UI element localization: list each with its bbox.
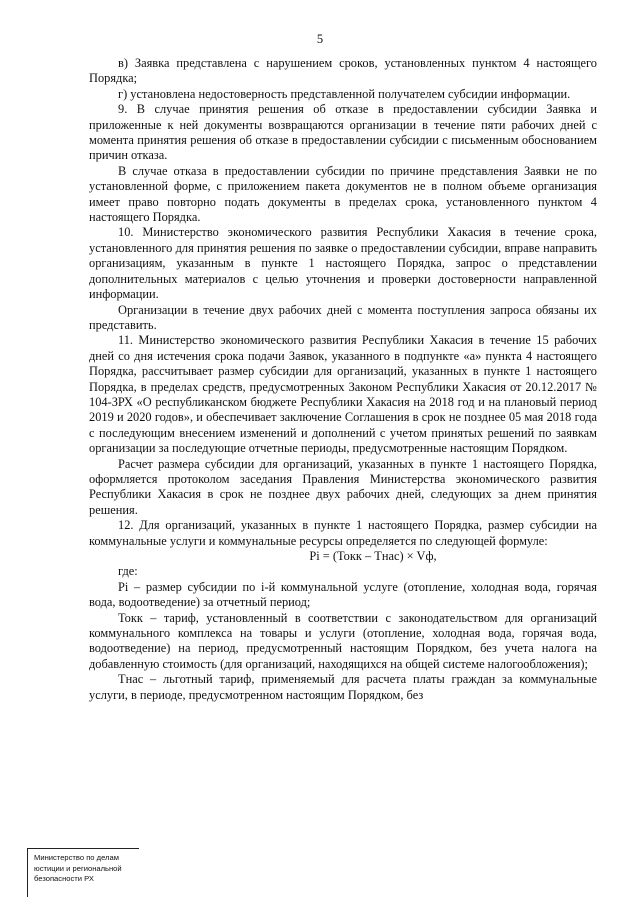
paragraph-10-deadline: Организации в течение двух рабочих дней с момента поступления запроса обязаны их представить. bbox=[89, 302, 597, 332]
stamp-line: юстиции и региональной bbox=[34, 863, 122, 873]
paragraph-10: 10. Министерство экономического развития Республики Хакасия в течение срока, установленного для принятия решения по заявке о предоставлении субсидии, вправе направить организациям, указанным в пункте 1 настоящего Порядка, запрос о представлении дополнительных материалов с целью уточнения и проверки достоверности направленной информации. bbox=[89, 225, 597, 302]
paragraph-12: 12. Для организаций, указанных в пункте 1 настоящего Порядка, размер субсидии на коммунальные услуги и коммунальные ресурсы определяется по следующей формуле: bbox=[89, 518, 597, 548]
stamp-line: Министерство по делам bbox=[34, 853, 119, 862]
definition-tokk: Токк – тариф, установленный в соответствии с законодательством для организаций коммунального комплекса на товары и услуги (отопление, холодная вода, горячая вода, водоотведение) на период, предусмотренный настоящим Порядком, без учета налога на добавленную стоимость (для организаций, находящихся на общей системе налогообложения); bbox=[89, 610, 597, 671]
ministry-stamp bbox=[27, 848, 139, 897]
document-body bbox=[89, 56, 597, 703]
paragraph-8v: в) Заявка представлена с нарушением сроков, установленных пунктом 4 настоящего Порядка; bbox=[89, 56, 597, 86]
paragraph-9: 9. В случае принятия решения об отказе в предоставлении субсидии Заявка и приложенные к ней документы возвращаются организации в течение пяти рабочих дней с момента принятия решения об отказе в предоставлении субсидии с письменным обоснованием причин отказа. bbox=[89, 102, 597, 163]
paragraph-9-refusal: В случае отказа в предоставлении субсидии по причине представления Заявки не по установленной форме, с приложением пакета документов не в полном объеме организация имеет право повторно подать документы в пределах срока, установленного пунктом 4 настоящего Порядка. bbox=[89, 163, 597, 225]
where-label: где: bbox=[118, 564, 138, 579]
paragraph-8g: г) установлена недостоверность представленной получателем субсидии информации. bbox=[118, 86, 571, 101]
paragraph-11-protocol: Расчет размера субсидии для организаций, указанных в пункте 1 настоящего Порядка, оформляется протоколом заседания Правления Министерства экономического развития Республики Хакасия в срок не позднее двух рабочих дней, следующих за днем принятия решения. bbox=[89, 456, 597, 517]
subsidy-formula: Pi = (Токк – Тнас) × Vф, bbox=[309, 549, 437, 563]
stamp-line: безопасности РХ bbox=[34, 874, 94, 883]
page-number: 5 bbox=[316, 32, 324, 46]
definition-pi: Pi – размер субсидии по i-й коммунальной услуге (отопление, холодная вода, горячая вода, водоотведение) за отчетный период; bbox=[89, 579, 597, 610]
definition-tnas: Тнас – льготный тариф, применяемый для расчета платы граждан за коммунальные услуги, в периоде, предусмотренном настоящим Порядком, без bbox=[89, 672, 597, 702]
paragraph-11: 11. Министерство экономического развития Республики Хакасия в течение 15 рабочих дней со дня истечения срока подачи Заявок, указанного в подпункте «а» пункта 4 настоящего Порядка, рассчитывает размер субсидии для организаций, указанных в пункте 1 настоящего Порядка, в пределах средств, предусмотренных Законом Республики Хакасия от 20.12.2017 № 104-ЗРХ «О республиканском бюджете Республики Хакасия на 2018 год и на плановый период 2019 и 2020 годов», и обеспечивает заключение Соглашения в срок не позднее 05 мая 2018 года с последующим внесением изменений и дополнений с учетом принятых решений по заявкам организации за последующие отчетные периоды, предусмотренные настоящим Порядком. bbox=[89, 333, 597, 456]
